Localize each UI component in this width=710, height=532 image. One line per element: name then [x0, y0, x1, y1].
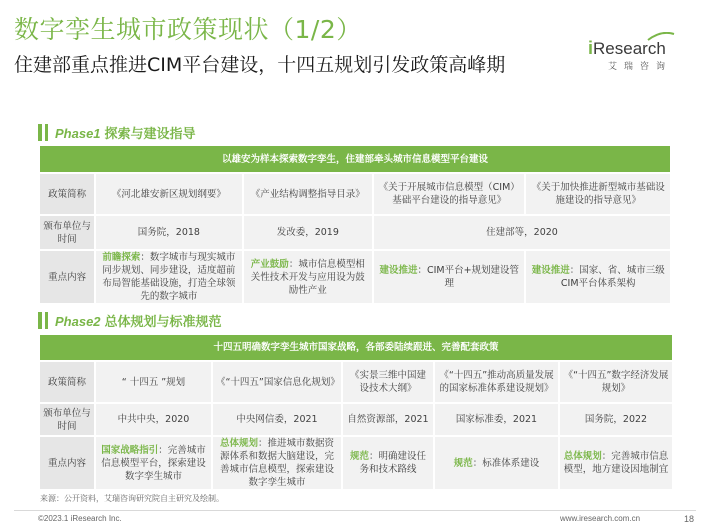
content-cell	[560, 437, 672, 489]
issuer-cell: 自然资源部，2021	[343, 404, 433, 435]
phase1-heading: 探索与建设指导	[104, 126, 196, 142]
content-text: ：完善城市信息模型，地方建设因地制宜	[563, 451, 669, 475]
source-note: 来源：公开资料，艾瑞咨询研究院自主研究及绘制。	[40, 494, 224, 503]
issuer-cell: 国家标准委，2021	[435, 404, 558, 435]
issuer-cell: 国务院，2022	[560, 404, 672, 435]
phase2-banner: 十四五明确数字孪生城市国家战略，各部委陆续跟进、完善配套政策	[40, 335, 672, 360]
content-key: 总体规划	[219, 438, 258, 449]
phase1-table	[38, 144, 672, 305]
content-text: ：明确建设任务和技术路线	[359, 451, 427, 475]
policy-cell: 《关于开展城市信息模型（CIM）基础平台建设的指导意见》	[374, 174, 524, 214]
content-text: ：国家、省、城市三级CIM平台体系架构	[560, 265, 665, 289]
content-cell	[213, 437, 341, 489]
issuer-cell: 发改委，2019	[244, 216, 372, 249]
page-number: 18	[684, 514, 695, 524]
iresearch-logo	[588, 40, 678, 72]
phase1-bar-icon	[45, 124, 48, 141]
content-key: 建设推进	[379, 265, 418, 276]
policy-cell: “ 十四五 ”规划	[96, 362, 211, 402]
content-cell	[435, 437, 558, 489]
issuer-cell: 中共中央，2020	[96, 404, 211, 435]
row-label-issuer: 颁布单位与时间	[40, 404, 94, 435]
policy-cell: 《“十四五”推动高质量发展的国家标准体系建设规划》	[435, 362, 558, 402]
phase2-tag: Phase2	[55, 313, 101, 329]
content-text: ：城市信息模型相关性技术开发与应用设为鼓励性产业	[250, 258, 365, 296]
content-text: ：标准体系建设	[472, 457, 540, 469]
row-label-content: 重点内容	[40, 251, 94, 303]
phase2-heading: 总体规划与标准规范	[104, 314, 222, 330]
content-cell	[96, 437, 211, 489]
phase2-bar-icon	[45, 312, 48, 329]
content-key: 规范	[453, 457, 473, 469]
content-text: ：数字城市与现实城市同步规划、同步建设，适度超前布局智能基础设施，打造全球领先的数字城市	[102, 252, 236, 302]
policy-cell: 《实景三维中国建设技术大纲》	[343, 362, 433, 402]
logo-subtitle: 艾瑞咨询	[608, 62, 673, 72]
logo-swoosh-icon	[646, 32, 676, 42]
policy-cell: 《产业结构调整指导目录》	[244, 174, 372, 214]
content-key: 前瞻探索	[102, 252, 141, 263]
phase2-header	[38, 310, 222, 330]
row-label-policy: 政策简称	[40, 362, 94, 402]
policy-cell: 《“十四五”数字经济发展规划》	[560, 362, 672, 402]
phase2-table	[38, 333, 674, 491]
content-key: 产业鼓励	[250, 258, 289, 270]
content-key: 国家战略指引	[101, 444, 159, 456]
content-key: 建设推进	[531, 265, 570, 276]
row-label-content: 重点内容	[40, 437, 94, 489]
footer-website[interactable]: www.iresearch.com.cn	[560, 514, 641, 523]
policy-cell: 《关于加快推进新型城市基础设施建设的指导意见》	[526, 174, 670, 214]
page-subtitle: 住建部重点推进CIM平台建设，十四五规划引发政策高峰期	[14, 54, 506, 76]
policy-cell: 《河北雄安新区规划纲要》	[96, 174, 241, 214]
phase1-tag: Phase1	[55, 125, 101, 141]
page-title: 数字孪生城市政策现状（1/2）	[14, 15, 362, 44]
phase1-banner: 以雄安为样本探索数字孪生，住建部牵头城市信息模型平台建设	[40, 146, 670, 172]
content-cell	[96, 251, 241, 303]
content-key: 总体规划	[563, 451, 602, 462]
content-text: ：完善城市信息模型平台，探索建设数字孪生城市	[101, 444, 206, 482]
logo-i-icon: i	[588, 38, 594, 58]
content-key: 规范	[349, 451, 369, 462]
content-cell	[244, 251, 372, 303]
content-cell	[374, 251, 524, 303]
content-text: ：CIM平台+规划建设管理	[417, 265, 520, 289]
row-label-issuer: 颁布单位与时间	[40, 216, 94, 249]
content-cell	[526, 251, 670, 303]
issuer-cell: 住建部等，2020	[374, 216, 670, 249]
footer-copyright: ©2023.1 iResearch Inc.	[38, 514, 122, 523]
phase1-header	[38, 122, 196, 142]
row-label-policy: 政策简称	[40, 174, 94, 214]
content-text: ：推进城市数据资源体系和数据大脑建设，完善城市信息模型，探索建设数字孪生城市	[219, 438, 335, 488]
logo-brand: Research	[593, 39, 666, 58]
policy-cell: 《“十四五”国家信息化规划》	[213, 362, 341, 402]
issuer-cell: 中央网信委，2021	[213, 404, 341, 435]
footer-divider	[14, 510, 696, 511]
content-cell	[343, 437, 433, 489]
phase2-bar-icon	[38, 312, 42, 329]
issuer-cell: 国务院，2018	[96, 216, 241, 249]
phase1-bar-icon	[38, 124, 42, 141]
